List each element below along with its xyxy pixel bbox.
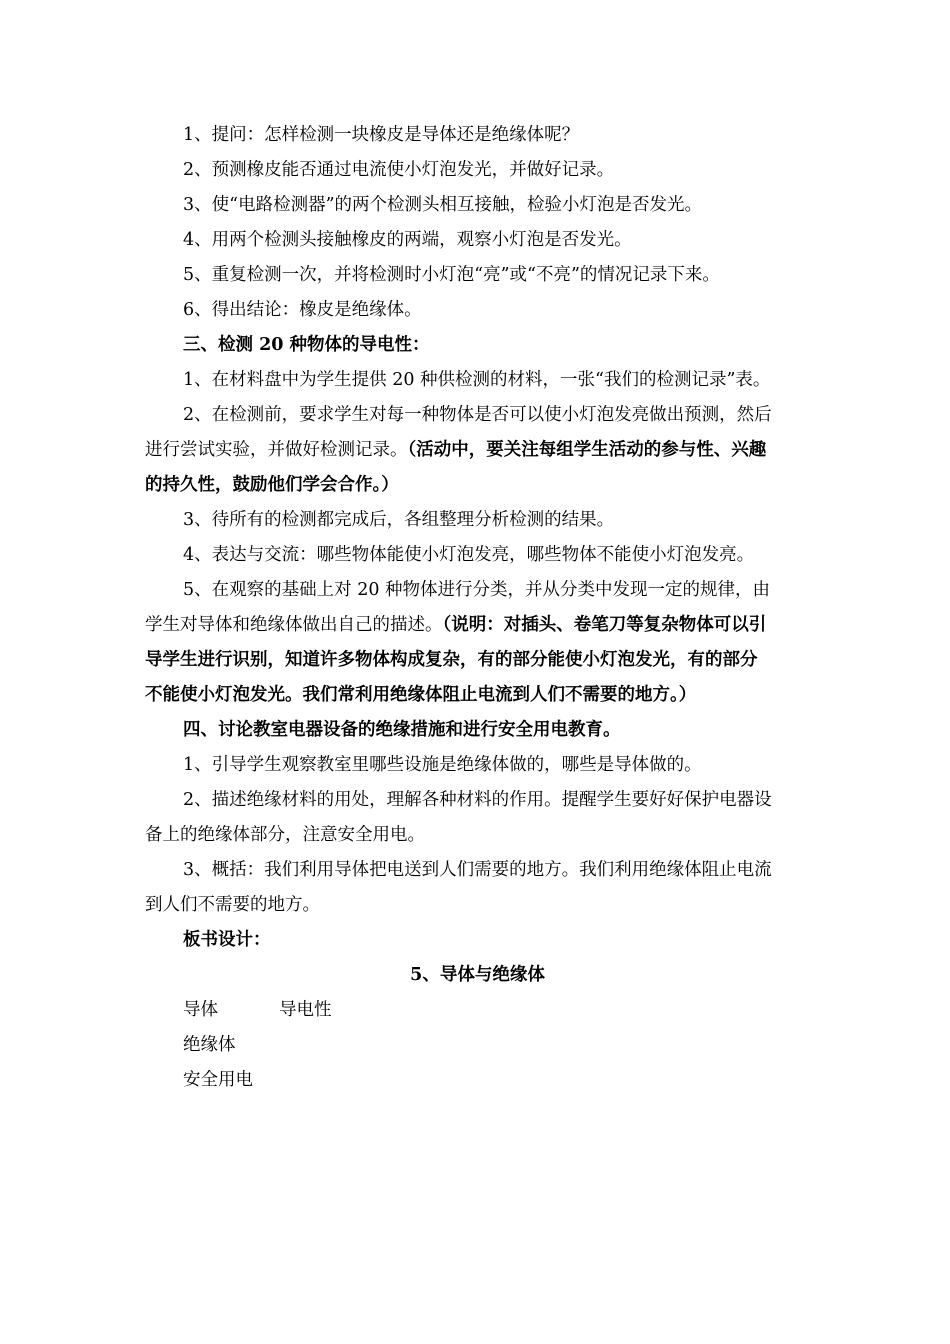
section-3-item-5-line-2: [145, 608, 810, 643]
section-4-heading: 四、讨论教室电器设备的绝缘措施和进行安全用电教育。: [183, 720, 621, 740]
step-1: 1、提问：怎样检测一块橡皮是导体还是绝缘体呢？: [183, 125, 580, 145]
step-4: 4、用两个检测头接触橡皮的两端，观察小灯泡是否发光。: [183, 230, 632, 250]
step-6: 6、得出结论：橡皮是绝缘体。: [183, 300, 422, 320]
section-3-item-5-line-3: 导学生进行识别，知道许多物体构成复杂，有的部分能使小灯泡发光，有的部分: [145, 650, 758, 670]
board-row-3: [145, 1063, 810, 1098]
item-2-text: 进行尝试实验，并做好检测记录。: [145, 440, 408, 460]
section-3-item-2-line-3: 的持久性，鼓励他们学会合作。）: [145, 475, 399, 495]
section-3-item-5-line-1: 5、在观察的基础上对 20 种物体进行分类，并从分类中发现一定的规律，由: [183, 580, 771, 600]
item-2-note: （活动中，要关注每组学生活动的参与性、兴趣: [407, 440, 767, 460]
document-page: [145, 118, 810, 1098]
board-design-label: 板书设计：: [183, 930, 271, 950]
section-3-item-2-line-2: [145, 433, 810, 468]
step-5: 5、重复检测一次，并将检测时小灯泡“亮”或“不亮”的情况记录下来。: [183, 265, 720, 285]
item-5-note: （说明：对插头、卷笔刀等复杂物体可以引: [442, 615, 767, 635]
board-row-1: [145, 993, 810, 1028]
board-conductivity: 导电性: [279, 1000, 332, 1020]
board-title: 5、导体与绝缘体: [410, 965, 545, 985]
board-row-2: [145, 1028, 810, 1063]
section-3-item-1: 1、在材料盘中为学生提供 20 种供检测的材料，一张“我们的检测记录”表。: [183, 370, 771, 390]
section-4-item-2-line-2: 备上的绝缘体部分，注意安全用电。: [145, 825, 425, 845]
section-4-item-1: 1、引导学生观察教室里哪些设施是绝缘体做的，哪些是导体做的。: [183, 755, 702, 775]
board-conductor: 导体: [183, 1000, 218, 1020]
section-4-item-3-line-2: 到人们不需要的地方。: [145, 895, 320, 915]
board-safety: 安全用电: [183, 1070, 253, 1090]
section-3-heading: 三、检测 20 种物体的导电性：: [183, 335, 430, 355]
step-3: 3、使“电路检测器”的两个检测头相互接触，检验小灯泡是否发光。: [183, 195, 703, 215]
item-5-text: 学生对导体和绝缘体做出自己的描述。: [145, 615, 443, 635]
section-3-item-5-line-4: 不能使小灯泡发光。我们常利用绝缘体阻止电流到人们不需要的地方。）: [145, 685, 697, 705]
step-2: 2、预测橡皮能否通过电流使小灯泡发光，并做好记录。: [183, 160, 615, 180]
section-3-item-2-line-1: 2、在检测前，要求学生对每一种物体是否可以使小灯泡发亮做出预测，然后: [183, 405, 772, 425]
board-insulator: 绝缘体: [183, 1035, 236, 1055]
section-4-item-3-line-1: 3、概括：我们利用导体把电送到人们需要的地方。我们利用绝缘体阻止电流: [183, 860, 772, 880]
section-4-item-2-line-1: 2、描述绝缘材料的用处，理解各种材料的作用。提醒学生要好好保护电器设: [183, 790, 772, 810]
section-3-item-4: 4、表达与交流：哪些物体能使小灯泡发亮，哪些物体不能使小灯泡发亮。: [183, 545, 755, 565]
section-3-item-3: 3、待所有的检测都完成后，各组整理分析检测的结果。: [183, 510, 615, 530]
